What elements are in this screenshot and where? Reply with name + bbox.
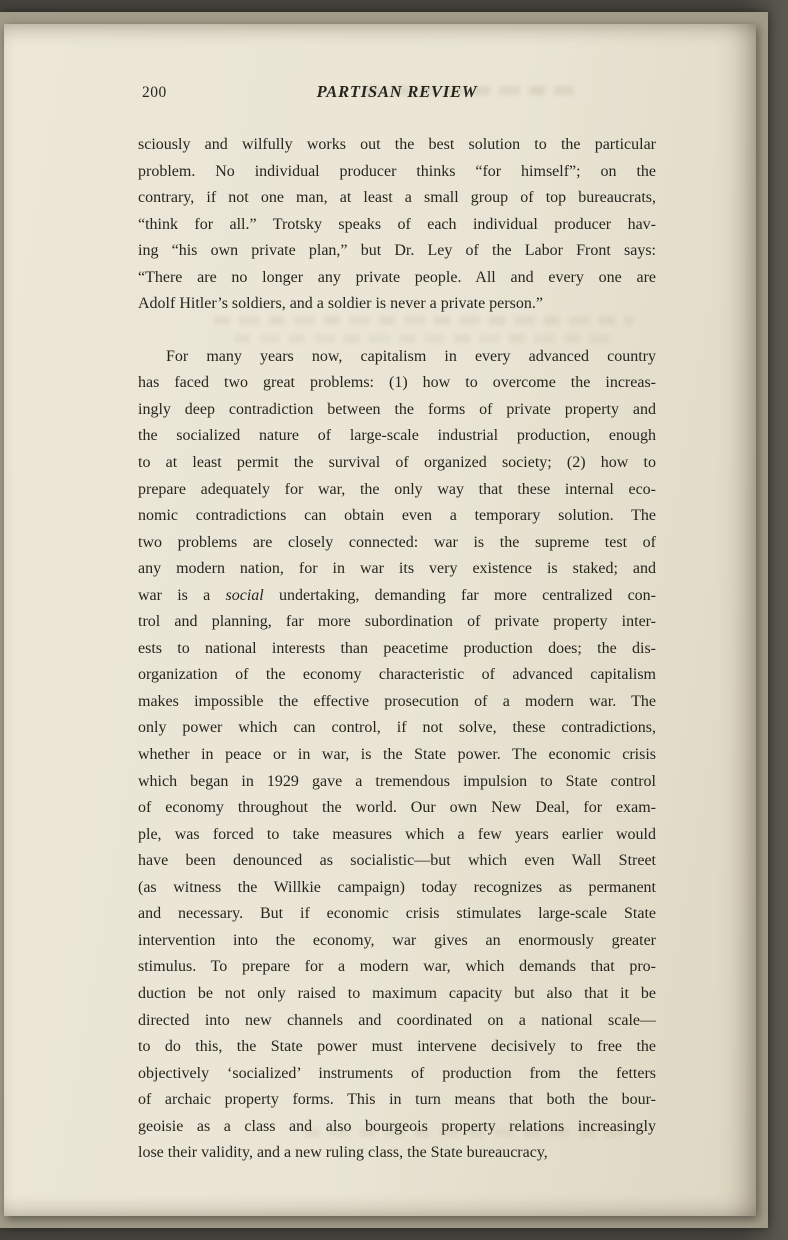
text-line: to at least permit the survival of organized society; (2) how to — [138, 454, 656, 472]
text-line: objectively ‘socialized’ instruments of production from the fetters — [138, 1064, 656, 1082]
paragraph — [138, 132, 656, 318]
page-number: 200 — [142, 84, 167, 101]
text-line: prepare adequately for war, the only way that these internal eco- — [138, 480, 656, 498]
text-line: of economy throughout the world. Our own New Deal, for exam- — [138, 799, 656, 817]
text-line: geoisie as a class and also bourgeois property relations increasingly — [138, 1117, 656, 1135]
text-line: war is a social undertaking, demanding far more centralized con- — [138, 586, 656, 604]
text-line: Adolf Hitler’s soldiers, and a soldier is never a private person.” — [138, 295, 543, 313]
text-line: sciously and wilfully works out the best solution to the particular — [138, 136, 656, 153]
running-header — [138, 82, 656, 104]
text-line: lose their validity, and a new ruling class, the State bureaucracy, — [138, 1144, 548, 1162]
text-line: intervention into the economy, war gives an enormously greater — [138, 931, 656, 949]
text-line: ing “his own private plan,” but Dr. Ley of the Labor Front says: — [138, 242, 656, 260]
text-line: ingly deep contradiction between the forms of private property and — [138, 400, 656, 418]
text-line: stimulus. To prepare for a modern war, which demands that pro- — [138, 958, 656, 976]
book-page — [4, 24, 756, 1216]
text-line: ple, was forced to take measures which a few years earlier would — [138, 825, 656, 843]
text-column — [138, 82, 656, 1167]
text-line: of archaic property forms. This in turn means that both the bour- — [138, 1091, 656, 1109]
text-line: “think for all.” Trotsky speaks of each individual producer hav- — [138, 215, 656, 233]
text-line: For many years now, capitalism in every advanced country — [166, 347, 656, 365]
text-line: which began in 1929 gave a tremendous impulsion to State control — [138, 772, 656, 790]
text-line: and necessary. But if economic crisis stimulates large-scale State — [138, 905, 656, 923]
text-line: whether in peace or in war, is the State power. The economic crisis — [138, 746, 656, 764]
text-line: have been denounced as socialistic—but which even Wall Street — [138, 852, 656, 870]
text-line: ests to national interests than peacetime production does; the dis- — [138, 639, 656, 657]
text-line: makes impossible the effective prosecution of a modern war. The — [138, 692, 656, 710]
text-line: (as witness the Willkie campaign) today recognizes as permanent — [138, 878, 656, 896]
text-line: organization of the economy characteristic of advanced capitalism — [138, 666, 656, 684]
text-line: problem. No individual producer thinks “for himself”; on the — [138, 162, 656, 180]
text-line: nomic contradictions can obtain even a temporary solution. The — [138, 507, 656, 525]
text-line: only power which can control, if not solve, these contradictions, — [138, 719, 656, 737]
text-line: trol and planning, far more subordination of private property inter- — [138, 613, 656, 631]
text-line: “There are no longer any private people. All and every one are — [138, 268, 656, 286]
text-line: has faced two great problems: (1) how to overcome the increas- — [138, 374, 656, 392]
text-line: the socialized nature of large-scale industrial production, enough — [138, 427, 656, 445]
journal-title: PARTISAN REVIEW — [316, 82, 478, 101]
page-body — [138, 132, 656, 1167]
text-line: duction be not only raised to maximum capacity but also that it be — [138, 984, 656, 1002]
text-line: to do this, the State power must intervene decisively to free the — [138, 1038, 656, 1056]
text-line: two problems are closely connected: war is the supreme test of — [138, 533, 656, 551]
text-line: any modern nation, for in war its very existence is staked; and — [138, 560, 656, 578]
text-line: directed into new channels and coordinated on a national scale— — [138, 1011, 656, 1029]
paragraph — [138, 344, 656, 1167]
text-line: contrary, if not one man, at least a small group of top bureaucrats, — [138, 189, 656, 207]
